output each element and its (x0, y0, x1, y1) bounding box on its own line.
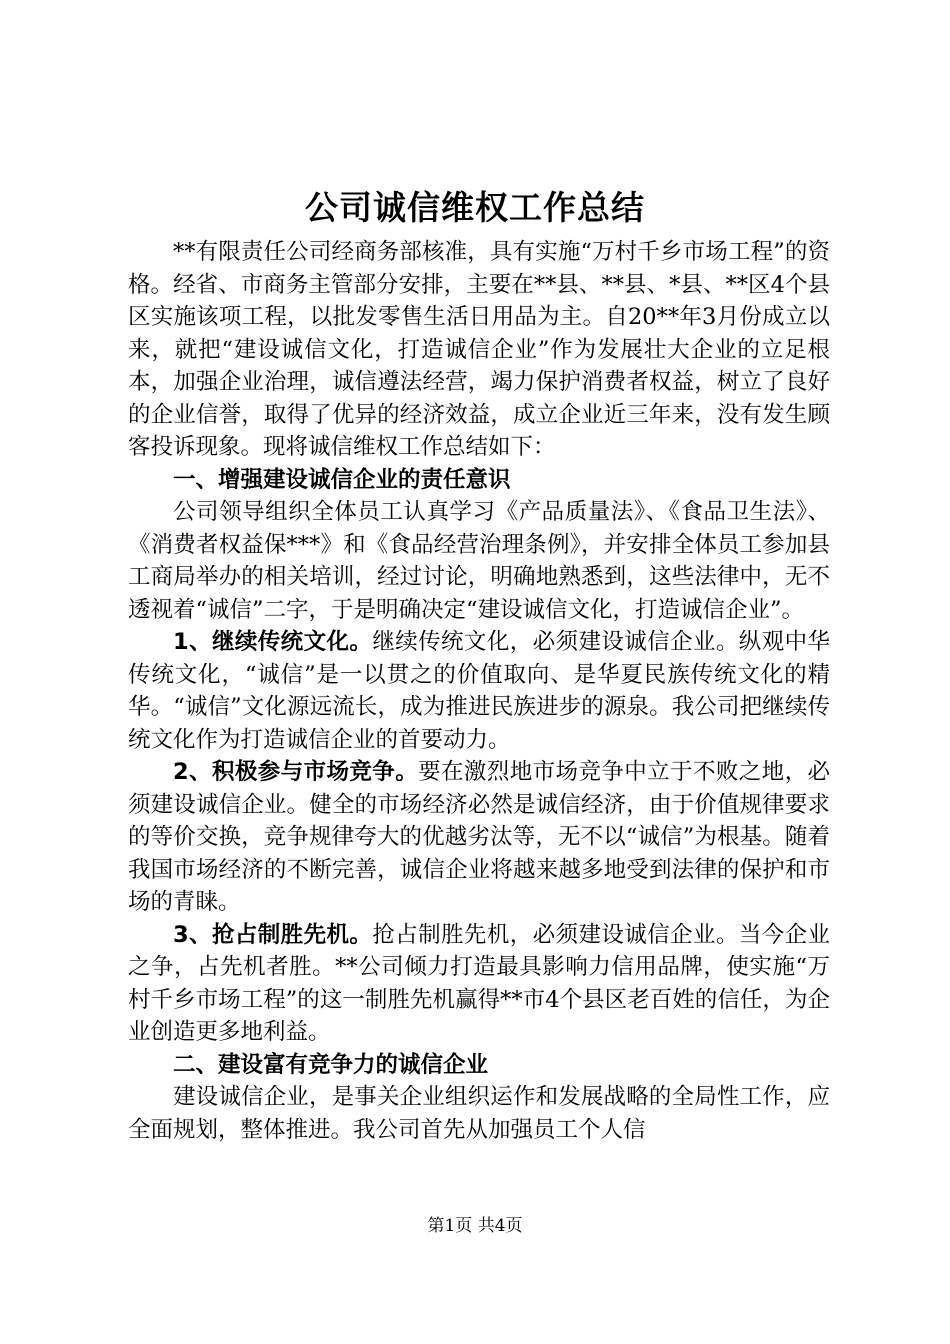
page-footer: 第1页 共4页 (427, 1216, 523, 1236)
list-item-2 (128, 756, 830, 919)
section-2-paragraph: 建设诚信企业，是事关企业组织运作和发展战略的全局性工作，应全面规划，整体推进。我公司首先从加强员工个人信 (128, 1084, 830, 1143)
section-1-paragraph: 公司领导组织全体员工认真学习《产品质量法》、《食品卫生法》、《消费者权益保***》和《食品经营治理条例》，并安排全体员工参加县工商局举办的相关培训，经过讨论，明确地熟悉到，这些法律中，无不透视着“诚信”二字，于是明确决定“建设诚信文化，打造诚信企业”。 (128, 499, 830, 623)
section-heading-2: 二、建设富有竞争力的诚信企业 (173, 1051, 489, 1078)
list-item-3-text: 抢占制胜先机，必须建设诚信企业。当今企业之争，占先机者胜。**公司倾力打造最具影响力信用品牌，使实施“万村千乡市场工程”的这一制胜先机赢得**市4个县区老百姓的信任，为企业创造更多地利益。 (128, 921, 831, 1045)
document-title: 公司诚信维权工作总结 (305, 188, 645, 227)
list-item-2-text: 要在激烈地市场竞争中立于不败之地，必须建设诚信企业。健全的市场经济必然是诚信经济，由于价值规律要求的等价交换，竞争规律夸大的优越劣汰等，无不以“诚信”为根基。随着我国市场经济的不断完善，诚信企业将越来越多地受到法律的保护和市场的青睐。 (128, 759, 830, 915)
list-item-2-lead: 2、积极参与市场竞争。 (173, 759, 419, 785)
list-item-3-lead: 3、抢占制胜先机。 (173, 921, 373, 948)
list-item-1-text: 继续传统文化，必须建设诚信企业。纵观中华传统文化，“诚信”是一以贯之的价值取向、是华夏民族传统文化的精华。“诚信”文化源远流长，成为推进民族进步的源泉。我公司把继续传统文化作为打造诚信企业的首要动力。 (128, 629, 831, 753)
list-item-3 (128, 919, 830, 1049)
section-heading-1: 一、增强建设诚信企业的责任意识 (173, 466, 511, 493)
list-item-1-lead: 1、继续传统文化。 (173, 629, 373, 655)
document-body (128, 236, 830, 1146)
intro-paragraph: **有限责任公司经商务部核准，具有实施“万村千乡市场工程”的资格。经省、市商务主管部分安排，主要在**县、**县、*县、**区4个县区实施该项工程，以批发零售生活日用品为主。自20**年3月份成立以来，就把“建设诚信文化，打造诚信企业”作为发展壮大企业的立足根本，加强企业治理，诚信遵法经营，竭力保护消费者权益，树立了良好的企业信誉，取得了优异的经济效益，成立企业近三年来，没有发生顾客投诉现象。现将诚信维权工作总结如下： (128, 239, 830, 460)
list-item-1 (128, 626, 830, 756)
